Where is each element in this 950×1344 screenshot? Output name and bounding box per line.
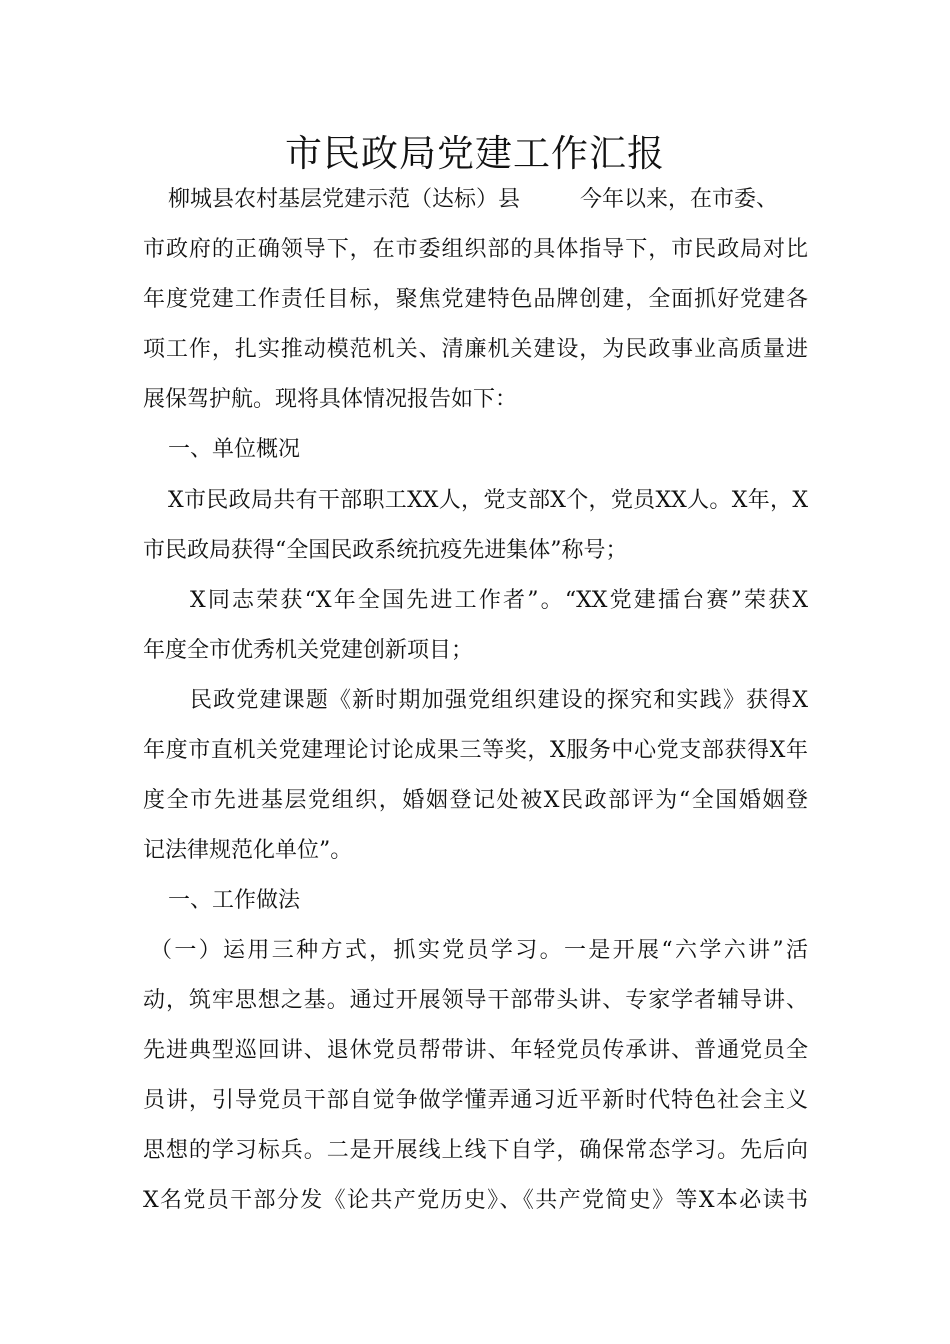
intro-start-text: 今年以来，在市委、: [580, 187, 779, 212]
paragraph-line: 年度党建工作责任目标，聚焦党建特色品牌创建，全面抓好党建各: [143, 287, 808, 312]
paragraph-line: 动，筑牢思想之基。通过开展领导干部带头讲、专家学者辅导讲、: [143, 988, 808, 1013]
paragraph-line: 先进典型巡回讲、退休党员帮带讲、年轻党员传承讲、普通党员全: [143, 1038, 808, 1063]
paragraph-line: 项工作，扎实推动模范机关、清廉机关建设，为民政事业高质量进: [143, 337, 808, 362]
paragraph-line: 度全市先进基层党组织，婚姻登记处被X民政部评为“全国婚姻登: [143, 788, 808, 813]
paragraph-line: X同志荣获“X年全国先进工作者”。“XX党建擂台赛”荣获X: [190, 588, 808, 613]
section-heading: 一、工作做法: [168, 888, 301, 913]
paragraph-line: 年度全市优秀机关党建创新项目；: [143, 638, 474, 663]
section-heading: 一、单位概况: [168, 437, 301, 462]
paragraph-line: X市民政局共有干部职工XX人，党支部X个，党员XX人。X年，X: [168, 488, 808, 513]
paragraph-line: X名党员干部分发《论共产党历史》、《共产党简史》等X本必读书: [143, 1188, 808, 1213]
paragraph-line: 员讲，引导党员干部自觉争做学懂弄通习近平新时代特色社会主义: [143, 1088, 808, 1113]
paragraph-line: 记法律规范化单位”。: [143, 838, 353, 863]
paragraph-line: 民政党建课题《新时期加强党组织建设的探究和实践》获得X: [190, 688, 808, 713]
paragraph-line: 市政府的正确领导下，在市委组织部的具体指导下，市民政局对比: [143, 237, 808, 262]
subtitle-text: 柳城县农村基层党建示范（达标）县: [168, 187, 521, 212]
paragraph-line: 市民政局获得“全国民政系统抗疫先进集体”称号；: [143, 538, 628, 563]
paragraph-line: 年度市直机关党建理论讨论成果三等奖，X服务中心党支部获得X年: [143, 738, 808, 763]
document-title: 市民政局党建工作汇报: [285, 132, 665, 175]
paragraph-line: （一）运用三种方式，抓实党员学习。一是开展“六学六讲”活: [150, 938, 808, 963]
paragraph-line: [168, 185, 778, 215]
paragraph-line: 思想的学习标兵。二是开展线上线下自学，确保常态学习。先后向: [143, 1138, 808, 1163]
paragraph-line: 展保驾护航。现将具体情况报告如下：: [143, 387, 518, 412]
